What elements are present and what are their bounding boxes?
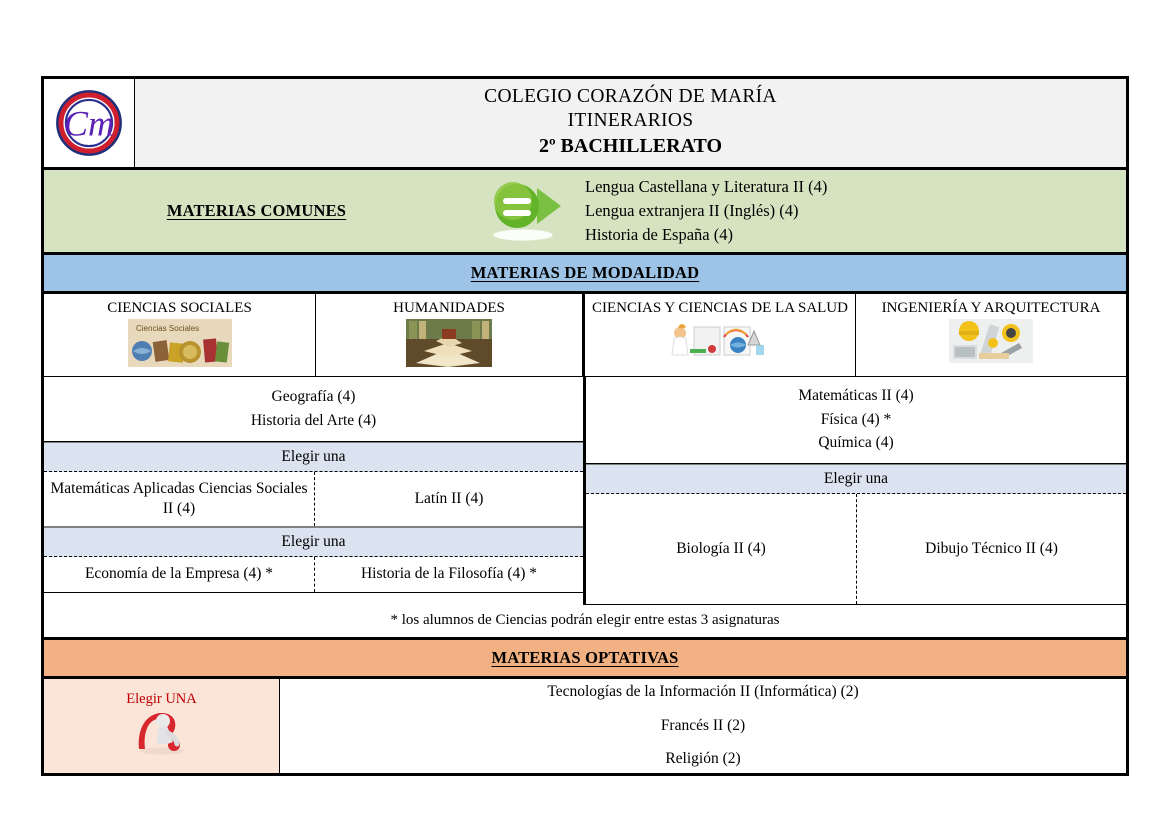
choice-option: Latín II (4)	[414, 490, 484, 508]
social-sciences-collage-image	[128, 319, 232, 372]
modalidad-columns	[44, 377, 1126, 605]
right-choice-group	[586, 494, 1126, 605]
modalidad-heading-text: MATERIAS DE MODALIDAD	[470, 263, 700, 282]
school-crest-cm-icon	[54, 88, 124, 158]
subject: Matemáticas II (4)	[798, 387, 914, 404]
comunes-subject: Lengua Castellana y Literatura II (4)	[585, 176, 828, 196]
comunes-subject-list	[581, 175, 1126, 248]
science-lab-collage-image	[666, 319, 774, 364]
subject: Geografía (4)	[271, 388, 356, 405]
choice-option: Economía de la Empresa (4) *	[44, 557, 315, 591]
comunes-heading	[44, 201, 469, 221]
school-logo-cell	[44, 79, 135, 167]
itinerary-document	[41, 76, 1129, 776]
choice-option: Matemáticas Aplicadas Ciencias Sociales II (4)	[44, 472, 315, 526]
optativas-choose-label: Elegir UNA	[126, 691, 197, 708]
school-name: COLEGIO CORAZÓN DE MARÍA	[484, 85, 777, 107]
subject: Historia del Arte (4)	[250, 411, 377, 429]
modalidad-left-column	[44, 377, 586, 605]
choice-option: Dibujo Técnico II (4)	[925, 539, 1058, 557]
branch-title: INGENIERÍA Y ARQUITECTURA	[881, 300, 1101, 316]
branch-title: HUMANIDADES	[393, 300, 505, 316]
modalidad-footnote: * los alumnos de Ciencias podrán elegir entre estas 3 asignaturas	[44, 605, 1126, 640]
question-mark-figure-icon	[135, 709, 189, 760]
left-choose-one-label-1: Elegir una	[44, 442, 583, 472]
optativas-heading	[44, 640, 1126, 679]
subject: Química (4)	[818, 434, 894, 452]
comunes-subject: Lengua extranjera II (Inglés) (4)	[585, 200, 799, 220]
comunes-heading-text: MATERIAS COMUNES	[166, 201, 347, 220]
modalidad-heading	[44, 255, 1126, 294]
left-core-subjects	[44, 377, 583, 442]
choice-option: Biología II (4)	[586, 494, 857, 604]
left-choice-group-2	[44, 557, 583, 592]
optativa-subject: Religión (2)	[665, 750, 741, 768]
choice-option: Historia de la Filosofía (4) *	[360, 565, 538, 583]
course-level: 2º BACHILLERATO	[538, 135, 723, 158]
right-choose-one-label: Elegir una	[586, 464, 1126, 494]
branch-ciencias-sociales	[44, 294, 316, 376]
branch-ciencias-salud	[585, 294, 856, 376]
right-core-subjects	[586, 377, 1126, 464]
optativas-section	[44, 679, 1126, 773]
svg-text:Ciencias Sociales: Ciencias Sociales	[135, 323, 199, 333]
optativas-subject-list	[280, 679, 1126, 773]
svg-text:Cm: Cm	[63, 103, 115, 144]
document-subtitle: ITINERARIOS	[567, 110, 694, 131]
optativas-heading-text: MATERIAS OPTATIVAS	[491, 647, 679, 667]
optativa-subject: Francés II (2)	[660, 716, 746, 734]
engineering-tools-image	[949, 319, 1033, 368]
document-title	[135, 79, 1126, 167]
left-choice-group-1	[44, 472, 583, 527]
document-header	[44, 79, 1126, 170]
green-list-arrow-icon	[469, 180, 581, 242]
optativas-choose-one-cell	[44, 679, 280, 773]
optativa-subject: Tecnologías de la Información II (Informática) (2)	[547, 683, 859, 701]
branch-title: CIENCIAS Y CIENCIAS DE LA SALUD	[592, 300, 848, 316]
branch-ingenieria-arquitectura	[856, 294, 1126, 376]
comunes-section	[44, 170, 1126, 255]
modalidad-right-column	[586, 377, 1126, 605]
branch-title: CIENCIAS SOCIALES	[107, 300, 252, 316]
open-books-library-image	[406, 319, 492, 372]
comunes-subject: Historia de España (4)	[585, 225, 733, 245]
modalidad-branch-row	[44, 294, 1126, 377]
subject: Física (4) *	[820, 410, 892, 428]
branch-humanidades	[316, 294, 585, 376]
left-choose-one-label-2: Elegir una	[44, 527, 583, 557]
